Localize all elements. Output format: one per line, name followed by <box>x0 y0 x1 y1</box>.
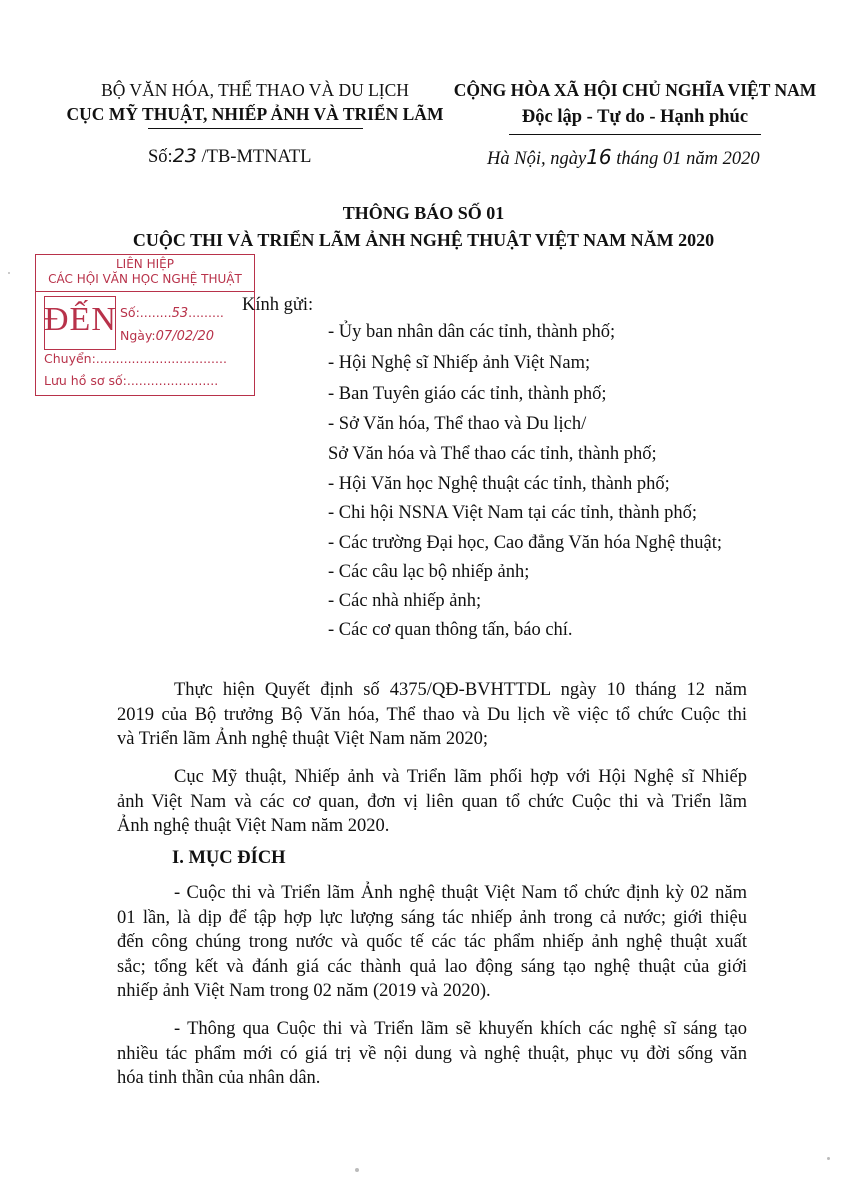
date-day-handwritten: 16 <box>586 145 612 169</box>
date-prefix: Hà Nội, ngày <box>487 149 587 169</box>
paragraph-purpose-2 <box>117 1017 747 1091</box>
stamp-so-value: 53 <box>171 306 189 321</box>
stamp-ngay-value: 07/02/20 <box>155 329 215 344</box>
scan-speck <box>355 1168 359 1172</box>
notice-subtitle: CUỘC THI VÀ TRIỂN LÃM ẢNH NGHỆ THUẬT VIỆT NAM NĂM 2020 <box>132 230 715 250</box>
motto-underline <box>509 134 761 135</box>
recipient-item: - Các câu lạc bộ nhiếp ảnh; <box>328 562 530 582</box>
paragraph-line: - Cuộc thi và Triển lãm Ảnh nghệ thuật Việt Nam tổ chức định kỳ 02 năm <box>174 883 747 903</box>
stamp-ngay-row <box>120 328 214 344</box>
stamp-rule <box>36 291 254 292</box>
recipient-item: - Sở Văn hóa, Thể thao và Du lịch/ <box>328 414 587 434</box>
recipient-item: - Các cơ quan thông tấn, báo chí. <box>328 620 573 640</box>
section-heading: I. MỤC ĐÍCH <box>172 848 286 868</box>
stamp-org-line1: LIÊN HIỆP <box>116 257 174 271</box>
paragraph-line: Cục Mỹ thuật, Nhiếp ảnh và Triển lãm phối hợp với Hội Nghệ sĩ Nhiếp <box>174 767 747 787</box>
stamp-org-line2: CÁC HỘI VĂN HỌC NGHỆ THUẬT <box>48 272 242 286</box>
ministry-name: BỘ VĂN HÓA, THỂ THAO VÀ DU LỊCH <box>101 80 409 100</box>
recipient-item: - Chi hội NSNA Việt Nam tại các tỉnh, thành phố; <box>328 503 698 523</box>
department-name: CỤC MỸ THUẬT, NHIẾP ẢNH VÀ TRIỂN LÃM <box>66 104 444 124</box>
paragraph-line: Thực hiện Quyết định số 4375/QĐ-BVHTTDL ngày 10 tháng 12 năm <box>174 680 747 700</box>
date-suffix: tháng 01 năm 2020 <box>616 149 760 169</box>
paragraph-line: 01 lần, là dịp để tập hợp lực lượng sáng tác nhiếp ảnh trong cả nước; giới thiệu <box>117 907 747 928</box>
scan-speck <box>827 1157 830 1160</box>
doc-number-prefix: Số: <box>148 147 173 167</box>
issue-date <box>487 145 760 170</box>
stamp-chuyen-label: Chuyển: <box>44 351 96 366</box>
paragraph-line: Ảnh nghệ thuật Việt Nam năm 2020. <box>117 816 390 836</box>
stamp-ngay-label: Ngày: <box>120 328 156 343</box>
paragraph-line: đến công chúng trong nước và quốc tế các tác phẩm nhiếp ảnh nghệ thuật xuất <box>117 932 747 952</box>
doc-number-handwritten: 23 <box>172 145 197 167</box>
doc-number-suffix: /TB-MTNATL <box>201 147 312 167</box>
department-underline <box>148 128 363 129</box>
stamp-luu-row: Lưu hồ sơ số:....................... <box>44 373 219 388</box>
paragraph-decision <box>117 678 747 752</box>
recipient-item: Sở Văn hóa và Thể thao các tỉnh, thành phố; <box>328 444 657 464</box>
document-number <box>148 145 311 168</box>
stamp-den: ĐẾN <box>44 301 117 338</box>
recipient-item: - Hội Văn học Nghệ thuật các tỉnh, thành phố; <box>328 474 670 494</box>
stamp-chuyen-row: Chuyển:................................. <box>44 351 227 366</box>
paragraph-line: - Thông qua Cuộc thi và Triển lãm sẽ khuyến khích các nghệ sĩ sáng tạo <box>174 1019 747 1039</box>
paragraph-line: nhiều tác phẩm mới có giá trị về nội dung và nghệ thuật, phục vụ đời sống văn <box>117 1043 747 1064</box>
country-name: CỘNG HÒA XÃ HỘI CHỦ NGHĨA VIỆT NAM <box>453 80 817 100</box>
paragraph-line: ảnh Việt Nam và các cơ quan, đơn vị liên quan tổ chức Cuộc thi và Triển lãm <box>117 791 747 812</box>
scan-speck <box>8 272 10 274</box>
paragraph-line: 2019 của Bộ trưởng Bộ Văn hóa, Thể thao và Du lịch về việc tổ chức Cuộc thi <box>117 704 747 725</box>
stamp-so-row: Số:........53......... <box>120 305 224 321</box>
paragraph-coordination <box>117 765 747 839</box>
paragraph-line: nhiếp ảnh Việt Nam trong 02 năm (2019 và 2020). <box>117 981 491 1001</box>
recipient-item: - Hội Nghệ sĩ Nhiếp ảnh Việt Nam; <box>328 353 591 373</box>
recipient-item: - Ban Tuyên giáo các tỉnh, thành phố; <box>328 384 607 404</box>
stamp-luu-label: Lưu hồ sơ số: <box>44 373 127 388</box>
paragraph-line: sắc; tổng kết và đánh giá các thành quả lao động sáng tạo nghệ thuật của giới <box>117 956 747 977</box>
recipient-item: - Ủy ban nhân dân các tỉnh, thành phố; <box>328 322 616 342</box>
recipient-item: - Các nhà nhiếp ảnh; <box>328 591 482 611</box>
salutation: Kính gửi: <box>242 295 314 315</box>
notice-title: THÔNG BÁO SỐ 01 <box>342 203 505 223</box>
national-motto: Độc lập - Tự do - Hạnh phúc <box>521 107 749 127</box>
stamp-so-label: Số: <box>120 305 140 320</box>
recipient-item: - Các trường Đại học, Cao đẳng Văn hóa Nghệ thuật; <box>328 533 722 553</box>
paragraph-purpose-1 <box>117 881 747 1004</box>
received-stamp <box>35 254 255 396</box>
paragraph-line: và Triển lãm Ảnh nghệ thuật Việt Nam năm 2020; <box>117 729 489 749</box>
paragraph-line: hóa tinh thần của nhân dân. <box>117 1068 321 1088</box>
